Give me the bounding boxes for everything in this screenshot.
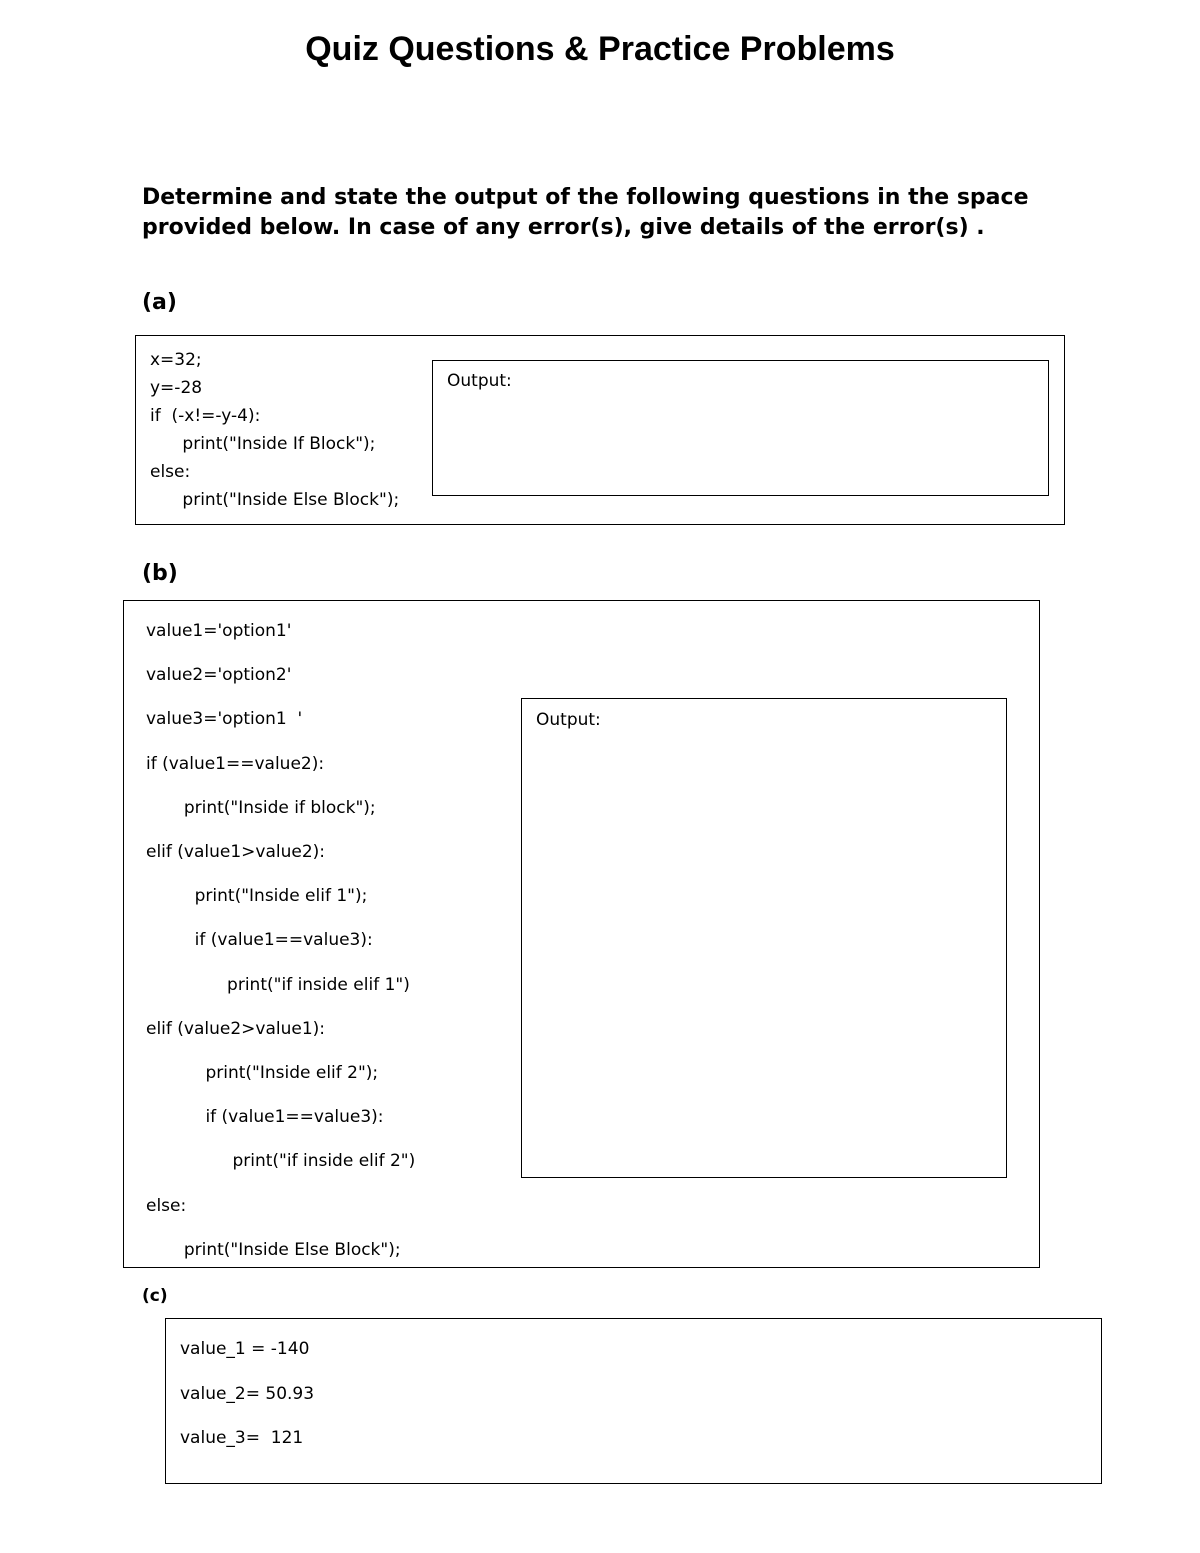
question-a-label: (a)	[142, 290, 177, 315]
question-b-box	[123, 600, 1040, 1268]
question-c-label: (c)	[142, 1286, 168, 1306]
code-line: print("if inside elif 2")	[146, 1151, 416, 1172]
code-line: print("Inside Else Block");	[146, 1239, 401, 1260]
code-line: elif (value2>value1):	[146, 1018, 326, 1039]
code-line: if (value1==value2):	[146, 753, 325, 774]
code-line: print("Inside if block");	[146, 797, 376, 818]
code-line: print("Inside If Block");	[150, 434, 376, 454]
code-line: else:	[150, 462, 191, 482]
code-line: value3='option1 '	[146, 709, 303, 730]
code-line: value1='option1'	[146, 621, 292, 641]
page-title: Quiz Questions & Practice Problems	[305, 30, 895, 68]
code-line: y=-28	[150, 378, 203, 398]
question-b-code	[146, 609, 415, 1272]
code-line: print("Inside elif 1");	[146, 886, 368, 907]
question-a-box	[135, 335, 1065, 525]
code-line: if (value1==value3):	[146, 930, 373, 951]
question-b-output-box[interactable]	[521, 698, 1007, 1178]
code-line: print("Inside elif 2");	[146, 1063, 379, 1084]
question-a-output-box[interactable]	[432, 360, 1049, 496]
instructions: Determine and state the output of the following questions in the space provided below. In case of any error(s), give details of the error(s) .	[142, 185, 1029, 240]
output-label: Output:	[536, 710, 601, 730]
code-line: value_2= 50.93	[180, 1383, 315, 1404]
code-line: print("Inside Else Block");	[150, 490, 400, 510]
code-line: if (value1==value3):	[146, 1107, 384, 1128]
code-line: value2='option2'	[146, 665, 292, 686]
question-b-label: (b)	[142, 561, 178, 586]
question-a-code	[150, 346, 399, 514]
code-line: if (-x!=-y-4):	[150, 406, 261, 426]
code-line: value_1 = -140	[180, 1339, 310, 1359]
code-line: elif (value1>value2):	[146, 842, 326, 863]
code-line: else:	[146, 1195, 187, 1216]
question-c-code	[180, 1327, 314, 1461]
code-line: x=32;	[150, 350, 202, 370]
code-line: print("if inside elif 1")	[146, 974, 410, 995]
code-line: value_3= 121	[180, 1428, 304, 1448]
output-label: Output:	[447, 371, 512, 391]
question-c-box	[165, 1318, 1102, 1484]
